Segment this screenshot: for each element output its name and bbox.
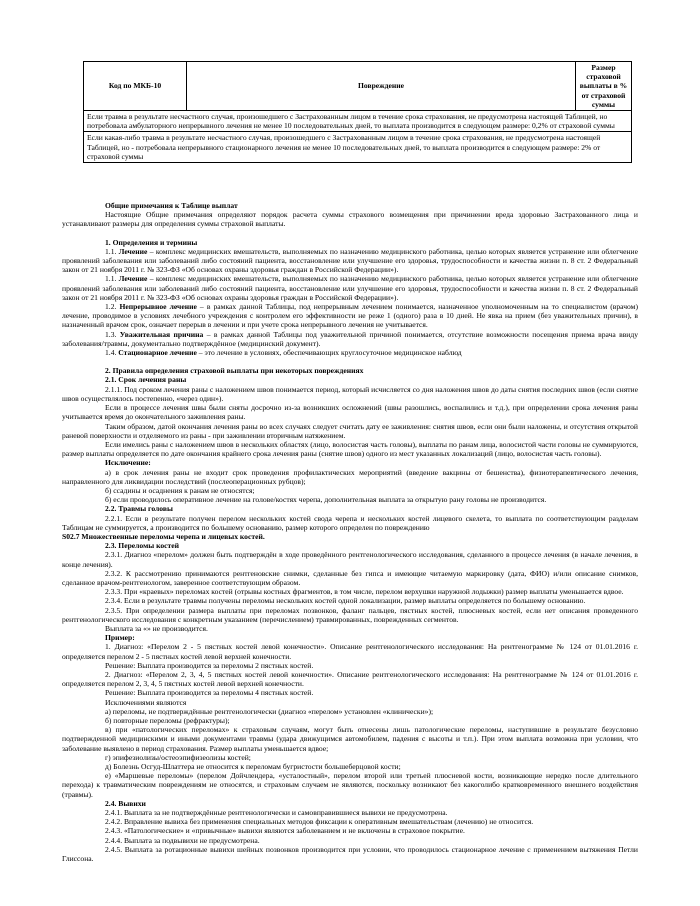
paragraph-text: Если в процессе лечения швы были сняты досрочно из-за возникших осложнений (швы разошлись, воспалились и т.д.), при определении срока лечения раны учитывается время до окончательного заживления раны. (62, 403, 638, 422)
term-name: Лечение (118, 246, 148, 256)
paragraph-text: Решение: Выплата производится за переломы 2 пястных костей. (105, 660, 314, 670)
term-name: Уважительная причина (119, 329, 204, 339)
paragraph (62, 357, 638, 366)
paragraph (62, 826, 638, 835)
paragraph-text: б) если проводилось оперативное лечение на голове/костях черепа, дополнительная выплата за открытую рану головы не производится. (105, 495, 547, 505)
paragraph (62, 330, 638, 348)
paragraph-text: 2. Диагноз: «Перелом 2, 3, 4, 5 пястных костей левой конечности». Описание рентгенологического исследования: На рентгенограмме № 124 от 01.01.2016 г. определяется перелом 2, 3, 4, 5 пястных костей левой верхней конечности. (62, 669, 638, 689)
paragraph-text: 1. Диагноз: «Перелом 2 - 5 пястных костей левой конечности». Описание рентгенологического исследования: На рентгенограмме № 124 от 01.01.2016 г. определяется перелом 2 - 5 пястных костей левой верхней конечности. (62, 642, 638, 661)
paragraph (62, 771, 638, 799)
paragraph-text: 2.3.5. При определении размера выплаты при переломах позвонков, фаланг пальцев, пястных костей, плюсневых костей, если нет описания проведенного рентгенологического исследования с конкретным указанием (перечислением) травмированных, поврежденных сегментов. (62, 605, 638, 624)
heading-2-2 (62, 504, 638, 513)
paragraph (62, 762, 638, 771)
paragraph (62, 817, 638, 826)
column-header-mkb-code: Код по МКБ-10 (84, 62, 187, 111)
paragraph (62, 422, 638, 440)
paragraph-text: Решение: Выплата производится за переломы 4 пястных костей. (105, 688, 314, 698)
paragraph (62, 587, 638, 596)
paragraph-text: Исключение: (105, 458, 151, 468)
paragraph-text: е) «Маршевые переломы» (перелом Дойчлендера, «усталостный», перелом второй или третьей плюсневой кости, возникающие нередко после длительного перехода) к травматическим повреждениям не относятся, и страховым случаем не являются, поскольку возникают без какоголибо кратковременного внешнего воздействия (травмы). (62, 771, 638, 799)
table-header-row (84, 62, 632, 111)
paragraph (62, 624, 638, 633)
paragraph-text: 2. Правила определения страховой выплаты при некоторых повреждениях (105, 366, 364, 376)
table-row (84, 132, 632, 163)
paragraph (62, 486, 638, 495)
heading-section-1 (62, 238, 638, 247)
paragraph-text: 2.3.1. Диагноз «перелом» должен быть подтверждён в ходе проведённого рентгенологического исследования, сделанного в процессе лечения (в начале лечения, в конце лечения). (62, 550, 638, 569)
paragraph (62, 385, 638, 403)
paragraph (62, 808, 638, 817)
term-name: Лечение (118, 274, 148, 284)
paragraph-text: – комплекс медицинских вмешательств, выполняемых по назначению медицинского работника, целью которых является устранение или облегчение проявлений заболевания или заболеваний либо состояний пациента, восстановление или улучшение его здоровья, трудоспособности и качества жизни п. 8 ст. 2 Федеральный закон от 21 ноября 2011 г. № 323-ФЗ «Об основах охраны здоровья граждан в Российской Федерации»). (62, 274, 638, 302)
paragraph-text: 2.1. Срок лечения раны (105, 375, 187, 385)
document-body (62, 201, 638, 863)
paragraph (62, 514, 638, 532)
paragraph-text: Общие примечания к Таблице выплат (105, 201, 238, 211)
payment-table (83, 61, 632, 163)
paragraph (62, 569, 638, 587)
heading-2-1 (62, 375, 638, 384)
paragraph-text: в) при «патологических переломах» к страховым случаям, могут быть отнесены лишь патологические переломы, наступившие в результате безусловно подтвержденной медицинскими и иными документами травмы (удара движущимся автомобилем, падения с высоты и т.п.). При этом выплата возможна при условии, что заболевание выявлено в период страхования. Размер выплаты уменьшается вдвое; (62, 725, 638, 753)
paragraph-text: б) повторные переломы (рефрактуры); (105, 716, 230, 725)
paragraph-text: – в рамках данной Таблицы, под непрерывным лечением понимается, назначенное уполномоченным на то специалистом (врачом) лечение, проводимое в условиях лечебного учреждения с контролем его эффективности не реже 1 (одного) раза в 10 дней. Не явка на прием (без уважительных причин), в назначенный врачом срок, означает перерыв в лечении и при учете срока непрерывного лечения не учитывается. (62, 302, 639, 330)
paragraph-text: 2.3.2. К рассмотрению принимаются рентгеновские снимки, сделанные без гипса и имеющие читаемую маркировку (дата, ФИО) и/или описание снимков, сделанное врачом-рентгенологом, заверенное соответствующим образом. (62, 568, 638, 587)
paragraph (62, 348, 638, 357)
paragraph (62, 403, 638, 421)
paragraph (62, 698, 638, 707)
paragraph-text: 2.4. Вывихи (105, 798, 146, 808)
paragraph-text: 2.2.1. Если в результате получен перелом нескольких костей свода черепа и нескольких костей лицевого скелета, то выплата по соответствующим разделам Таблицам не суммируется, а производится по большему основанию, размер которого определен по повреждению (62, 513, 638, 532)
paragraph (62, 495, 638, 504)
paragraph (62, 716, 638, 725)
paragraph-text: а) переломы, не подтверждённые рентгенологически (диагноз «перелом» установлен «клинически»); (105, 706, 434, 716)
paragraph-number: 1.4. (105, 348, 119, 358)
paragraph (62, 468, 638, 486)
paragraph-text: 2.3.4. Если в результате травмы получены переломы нескольких костей одной локализации, размер выплаты определяется по большему основанию. (105, 596, 586, 606)
paragraph (62, 247, 638, 275)
heading-example (62, 633, 638, 642)
paragraph-text: Исключениями являются (105, 697, 187, 707)
paragraph (62, 707, 638, 716)
term-name: Непрерывное лечение (119, 302, 197, 312)
paragraph-number: 1.2. (105, 302, 120, 312)
heading-exclusion (62, 458, 638, 467)
heading-general-notes (62, 201, 638, 210)
heading-2-4 (62, 799, 638, 808)
table-cell-inpatient-rule: Если какая-либо травма в результате несчастного случая, произошедшего с Застрахованным лицом в течение срока страхования, не предусмотрена настоящей Таблицей, но - потребовала непрерывного стационарного лечения не менее 10 последовательных дней, то выплата производится в следующем размере: 2% от страховой суммы (84, 132, 632, 163)
paragraph (62, 550, 638, 568)
paragraph-text: г) эпифезиолизы/остеоэпифизеолизы костей; (105, 752, 251, 762)
paragraph (62, 596, 638, 605)
paragraph-text: 2.4.1. Выплата за не подтверждённые рентгенологически и самовправившиеся вывихи не предусмотрена. (105, 808, 448, 818)
code-s02-7 (62, 532, 638, 541)
paragraph-text: – в рамках данной Таблицы под уважительной причиной понимается, отсутствие возможности посещения приема врача ввиду заболевания/травмы, документально подтверждённое (медицинский документ). (62, 329, 639, 348)
paragraph-text: 2.3. Переломы костей (105, 541, 179, 551)
heading-section-2 (62, 366, 638, 375)
paragraph-text: 2.4.5. Выплата за ротационные вывихи шейных позвонков производится при условии, что проводилось стационарное лечение с применением вытяжения Петли Глиссона. (62, 844, 638, 864)
paragraph (62, 274, 638, 302)
paragraph (62, 606, 638, 624)
paragraph-text: Настоящие Общие примечания определяют порядок расчета суммы страхового возмещения при причинении вреда здоровью Застрахованного лица и устанавливают размеры для определения суммы страховой выплаты. (62, 210, 638, 229)
paragraph (62, 670, 638, 688)
paragraph (62, 229, 638, 238)
paragraph-text: Таким образом, датой окончания лечения раны во всех случаях следует считать дату ее заживления: снятия швов, если они были наложены, и отсутствия открытой раневой поверхности и отделяемого из раны - при заживлении вторичным натяжением. (62, 421, 638, 440)
paragraph (62, 210, 638, 228)
table-cell-ambulatory-rule: Если травма в результате несчастного случая, произошедшего с Застрахованным лицом в течение срока страхования, не предусмотрена настоящей Таблицей, но потребовала амбулаторного непрерывного лечения не менее 10 последовательных дней, то выплата производится в следующем размере: 0,2% от страховой суммы (84, 111, 632, 132)
heading-2-3 (62, 541, 638, 550)
paragraph (62, 661, 638, 670)
paragraph-text: 2.2. Травмы головы (105, 504, 173, 514)
table-row (84, 111, 632, 132)
term-name: Стационарное лечение (118, 348, 197, 358)
paragraph (62, 836, 638, 845)
paragraph (62, 440, 638, 458)
paragraph-number: 1.3. (105, 329, 120, 339)
paragraph-text: Если имелись раны с наложением швов в нескольких областях (лицо, волосистая часть головы), выплаты по ранам лица, волосистой части головы не суммируются, размер выплаты определяется по дате окончания крайнего срока лечения раны (снятие швов) одного из мест указанных локализаций (лицо, волосистая часть головы). (62, 439, 638, 459)
paragraph (62, 688, 638, 697)
paragraph-text: – комплекс медицинских вмешательств, выполняемых по назначению медицинского работника, целью которых является устранение или облегчение проявлений заболевания или заболеваний либо состояний пациента, восстановление или улучшение его здоровья, трудоспособности и качества жизни п. 8 ст. 2 Федеральный закон от 21 ноября 2011 г. № 323-ФЗ «Об основах охраны здоровья граждан в Российской Федерации»). (62, 246, 638, 275)
paragraph-text: а) в срок лечения раны не входит срок проведения профилактических мероприятий (введение вакцины от бешенства), физиотерапевтического лечения, направленного для ликвидации последствий (послеоперационных рубцов); (62, 467, 638, 486)
paragraph-text: 2.4.3. «Патологические» и «привычные» вывихи являются заболеванием и не включены в страховое покрытие. (105, 826, 465, 836)
paragraph-text: – это лечение в условиях, обеспечивающих круглосуточное медицинское наблюд (196, 348, 462, 358)
paragraph (62, 642, 638, 660)
column-header-damage: Повреждение (187, 62, 576, 111)
paragraph (62, 725, 638, 753)
paragraph (62, 753, 638, 762)
paragraph-text: Выплата за «» не производится. (105, 623, 208, 633)
paragraph-text: д) Болезнь Осгуд-Шлаттера не относится к переломам бугристости большеберцовой кости; (105, 762, 401, 772)
paragraph-text: 2.3.3. При «краевых» переломах костей (отрывы костных фрагментов, в том числе, перелом верхушки наружной лодыжки) размер выплаты уменьшается вдвое. (105, 587, 624, 597)
paragraph-number: 1.1. (105, 246, 119, 256)
paragraph-text: 2.4.4. Выплата за подвывихи не предусмотрена. (105, 835, 260, 845)
column-header-payment-size: Размер страховой выплаты в % от страховой суммы (576, 62, 632, 111)
paragraph-text: S02.7 Множественные переломы черепа и лицевых костей. (62, 531, 265, 541)
paragraph (62, 845, 638, 863)
paragraph-text: б) ссадины и осаднения к ранам не относятся; (105, 485, 255, 495)
paragraph (62, 302, 638, 330)
paragraph-text: 2.1.1. Под сроком лечения раны с наложением швов понимается период, который исчисляется со дня наложения швов до даты снятия последних швов (если снятие швов осуществлялось постепенно, «через один»). (62, 384, 638, 403)
paragraph-text: 1. Определения и термины (105, 237, 198, 247)
paragraph-number: 1.1. (105, 274, 119, 284)
paragraph-text: 2.4.2. Вправление вывиха без применения специальных методов фиксации к оперативным вмешательствам (лечению) не относится. (105, 817, 534, 827)
paragraph-text: Пример: (105, 633, 135, 643)
